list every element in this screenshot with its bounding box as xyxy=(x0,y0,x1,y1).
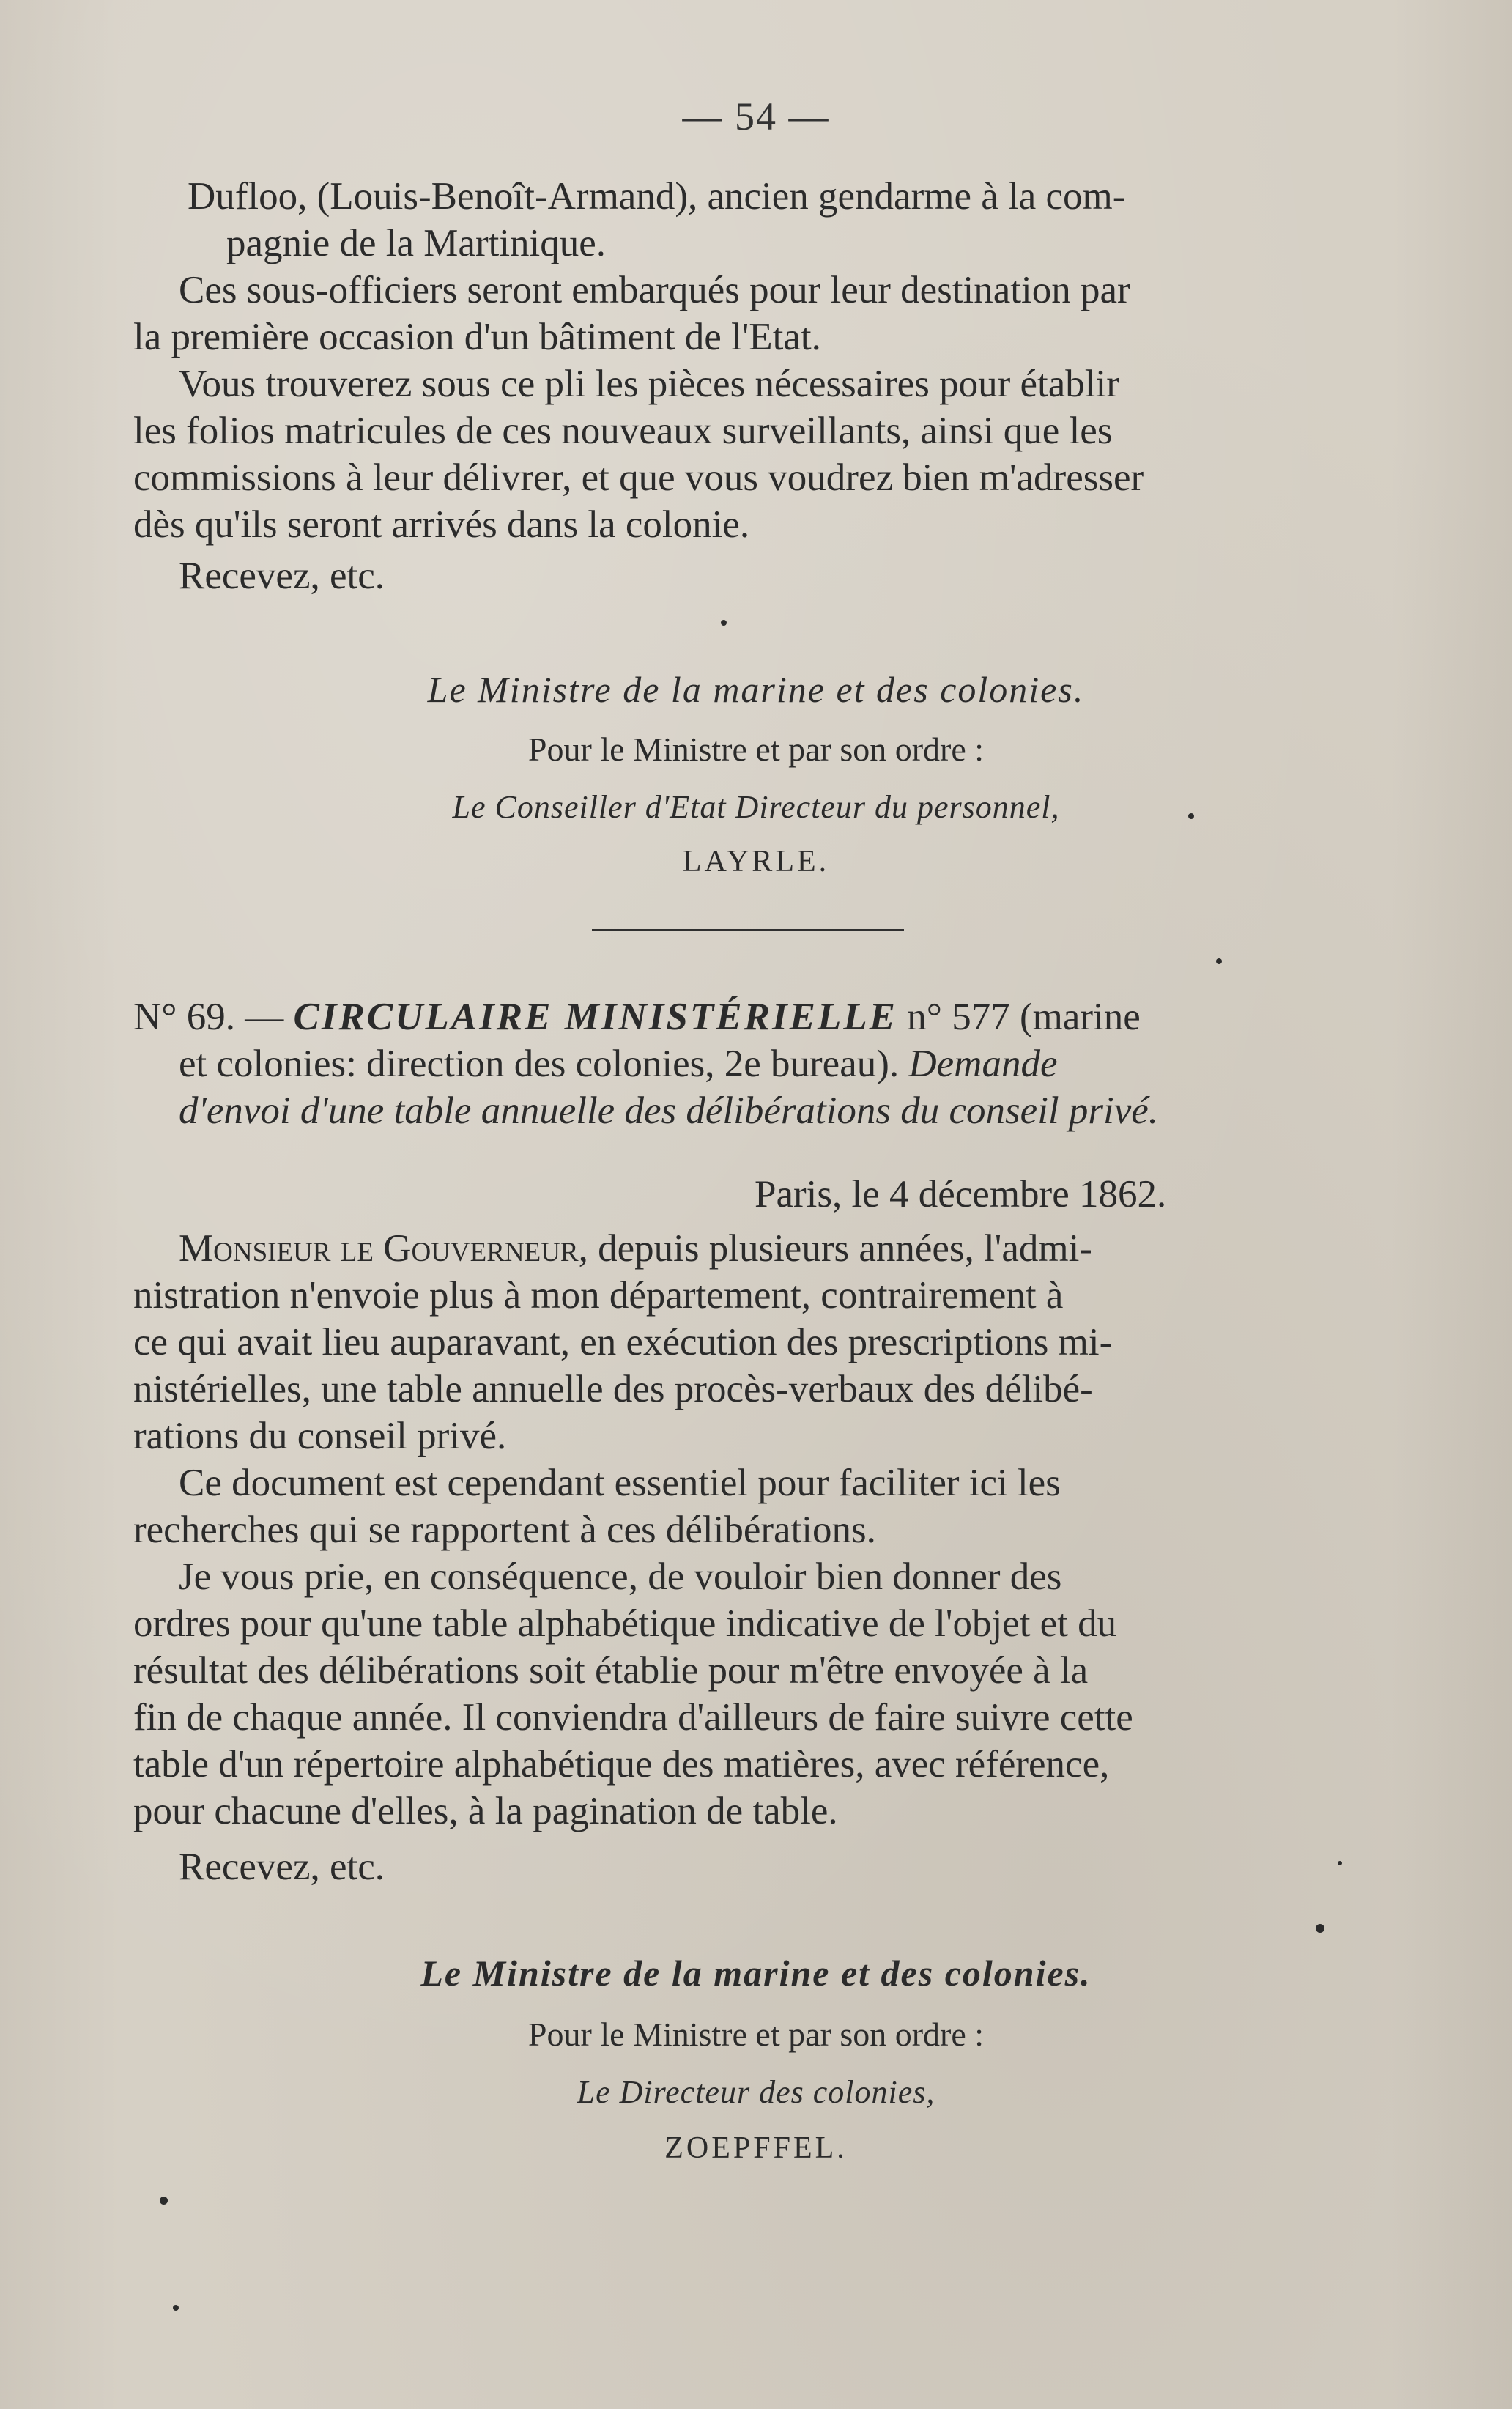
page-number: — 54 — xyxy=(682,95,830,138)
signature-delegation: Pour le Ministre et par son ordre : xyxy=(527,730,985,768)
text-line: Recevez, etc. xyxy=(179,1846,385,1888)
signature-name: LAYRLE. xyxy=(682,845,830,878)
signature-title: Le Ministre de la marine et des colonies. xyxy=(427,669,1085,710)
section1-body xyxy=(133,173,1386,599)
section-divider xyxy=(592,929,904,931)
text-line: rations du conseil privé. xyxy=(133,1415,507,1457)
text-line: Ce document est cependant essentiel pour faciliter ici les xyxy=(179,1462,1061,1504)
text-line: Vous trouverez sous ce pli les pièces nécessaires pour établir xyxy=(179,363,1119,405)
heading-subject-line: d'envoi d'une table annuelle des délibérations du conseil privé. xyxy=(179,1089,1159,1132)
text-line: pour chacune d'elles, à la pagination de table. xyxy=(133,1790,838,1832)
text-line: Ces sous-officiers seront embarqués pour leur destination par xyxy=(179,269,1130,311)
text-line: Dufloo, (Louis-Benoît-Armand), ancien gendarme à la com- xyxy=(188,175,1126,218)
ink-speck xyxy=(721,620,727,626)
text-line: ce qui avait lieu auparavant, en exécution des prescriptions mi- xyxy=(133,1321,1113,1363)
text-line: pagnie de la Martinique. xyxy=(226,222,607,264)
text-line: la première occasion d'un bâtiment de l'Etat. xyxy=(133,316,821,358)
signature-name: ZOEPFFEL. xyxy=(664,2131,848,2165)
signature-title: Le Ministre de la marine et des colonies. xyxy=(420,1953,1092,1994)
text-line: résultat des délibérations soit établie pour m'être envoyée à la xyxy=(133,1649,1089,1692)
ink-speck xyxy=(1316,1924,1324,1933)
text-line xyxy=(133,1225,1386,1272)
circular-reference: n° 577 (marine xyxy=(907,996,1141,1038)
section2-heading xyxy=(133,993,1386,1134)
text-line: les folios matricules de ces nouveaux surveillants, ainsi que les xyxy=(133,410,1113,452)
text-line: fin de chaque année. Il conviendra d'ailleurs de faire suivre cette xyxy=(133,1696,1133,1739)
signature-role: Le Directeur des colonies, xyxy=(577,2074,935,2110)
text-line: Je vous prie, en conséquence, de vouloir bien donner des xyxy=(179,1555,1062,1598)
ink-speck xyxy=(1188,813,1194,819)
circular-title: CIRCULAIRE MINISTÉRIELLE xyxy=(293,996,898,1038)
letter-date: Paris, le 4 décembre 1862. xyxy=(755,1173,1167,1215)
text-line: table d'un répertoire alphabétique des matières, avec référence, xyxy=(133,1743,1110,1786)
section2-body xyxy=(133,1225,1386,1890)
signature-role: Le Conseiller d'Etat Directeur du personnel, xyxy=(452,789,1060,825)
text-line: commissions à leur délivrer, et que vous voudrez bien m'adresser xyxy=(133,456,1144,499)
ink-speck xyxy=(160,2197,168,2205)
heading-subject: Demande xyxy=(908,1043,1058,1085)
signature-delegation: Pour le Ministre et par son ordre : xyxy=(527,2016,985,2053)
text-fragment: depuis plusieurs années, l'admi- xyxy=(598,1227,1092,1270)
text-line: ordres pour qu'une table alphabétique indicative de l'objet et du xyxy=(133,1602,1117,1645)
text-line: nistérielles, une table annuelle des procès-verbaux des délibé- xyxy=(133,1368,1093,1410)
ink-speck xyxy=(1338,1861,1342,1865)
heading-text: et colonies: direction des colonies, 2e bureau). xyxy=(179,1043,900,1085)
text-line: Recevez, etc. xyxy=(179,555,385,597)
heading-line xyxy=(133,1040,1386,1087)
salutation: Monsieur le Gouverneur, xyxy=(179,1227,588,1270)
ink-speck xyxy=(1216,958,1222,964)
text-line: nistration n'envoie plus à mon département, contrairement à xyxy=(133,1274,1064,1317)
text-line: recherches qui se rapportent à ces délibérations. xyxy=(133,1509,876,1551)
ink-speck xyxy=(173,2305,179,2311)
text-line: dès qu'ils seront arrivés dans la colonie. xyxy=(133,503,750,546)
heading-line xyxy=(133,993,1386,1040)
circular-number: N° 69. — xyxy=(133,996,284,1038)
